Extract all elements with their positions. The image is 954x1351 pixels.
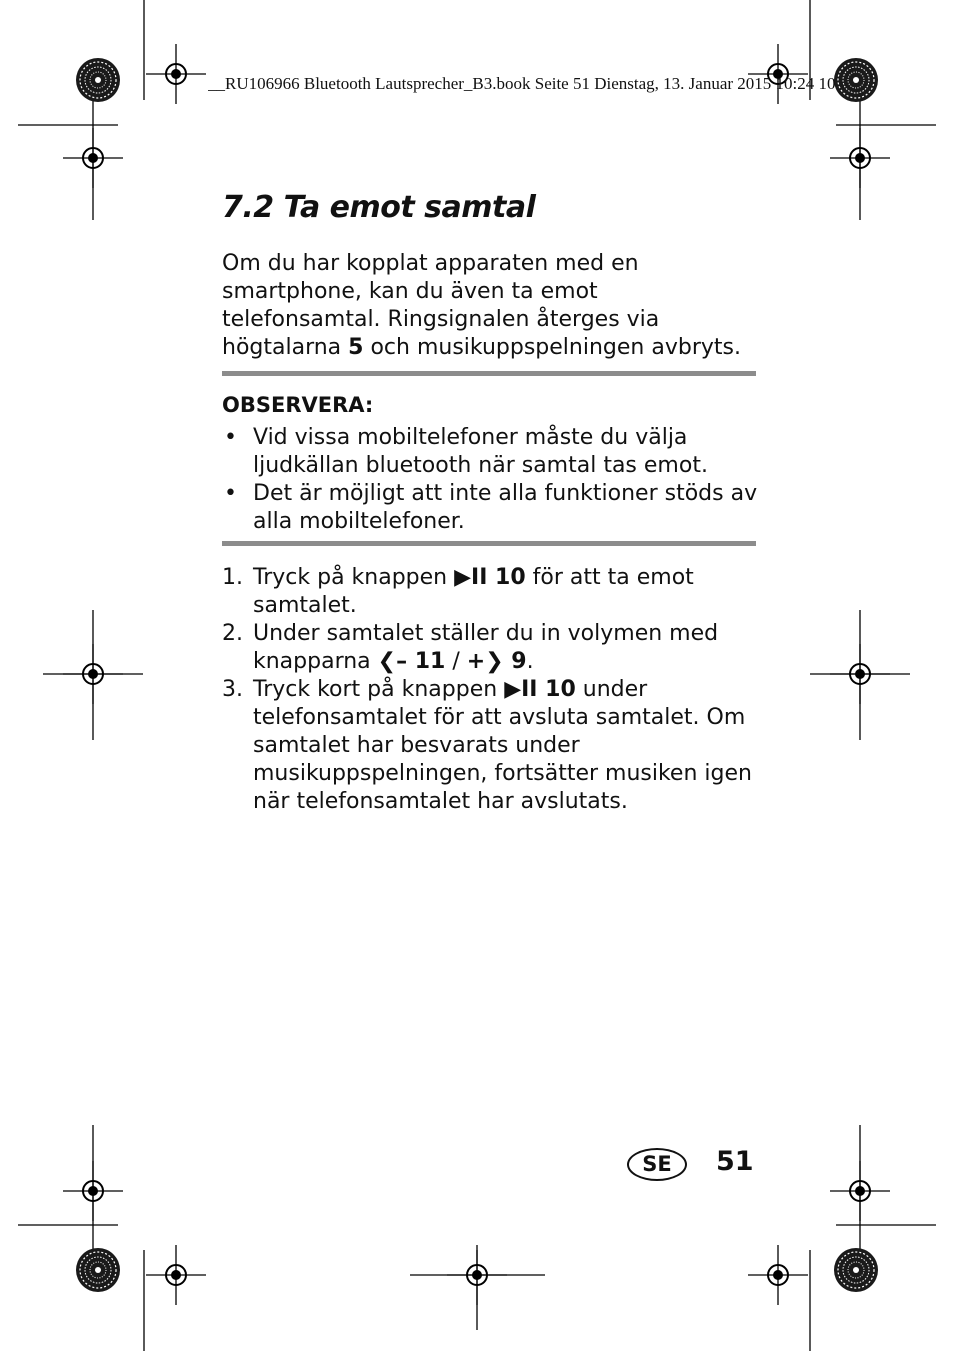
note-bottom-rule xyxy=(222,541,756,546)
step-text: / xyxy=(445,649,467,674)
note-top-rule xyxy=(222,371,756,376)
intro-paragraph xyxy=(222,250,762,362)
note-title: OBSERVERA: xyxy=(222,393,374,417)
speaker-reference: 5 xyxy=(348,335,364,360)
list-item xyxy=(222,480,762,536)
step-text: under telefonsamtalet för att avsluta samtalet. Om samtalet har besvarats under musikuppspelningen, fortsätter musiken igen när telefonsamtalet har avslutats. xyxy=(253,677,752,814)
list-item xyxy=(222,676,762,816)
play-pause-button-ref: ▶II 10 xyxy=(454,565,526,590)
list-item xyxy=(222,620,762,676)
page-number: 51 xyxy=(716,1146,754,1177)
language-badge: SE xyxy=(627,1148,687,1181)
intro-text: och musikuppspelningen avbryts. xyxy=(363,335,741,360)
list-item xyxy=(222,424,762,480)
print-header-line: __RU106966 Bluetooth Lautsprecher_B3.book Seite 51 Dienstag, 13. Januar 2015 10:24 10 xyxy=(208,74,836,93)
note-list xyxy=(222,424,762,536)
steps-list xyxy=(222,564,762,816)
step-text: Under samtalet ställer du in volymen med knapparna xyxy=(253,621,719,674)
volume-down-button-ref: ❮– 11 xyxy=(377,649,446,674)
intro-text: Om du har kopplat apparaten med en smartphone, kan du även ta emot telefonsamtal. Ringsignalen återges via högtalarna xyxy=(222,251,660,360)
section-heading: 7.2 Ta emot samtal xyxy=(222,190,536,225)
step-text: för att ta emot samtalet. xyxy=(253,565,694,618)
play-pause-button-ref: ▶II 10 xyxy=(504,677,576,702)
step-text: Tryck på knappen xyxy=(253,565,455,590)
volume-up-button-ref: +❯ 9 xyxy=(466,649,527,674)
bullet-icon: • xyxy=(224,481,237,506)
list-item xyxy=(222,564,762,620)
note-item-text: Vid vissa mobiltelefoner måste du välja ljudkällan bluetooth när samtal tas emot. xyxy=(253,425,708,478)
step-number: 3. xyxy=(222,677,243,702)
step-number: 2. xyxy=(222,621,243,646)
step-text: Tryck kort på knappen xyxy=(253,677,505,702)
step-text: . xyxy=(526,649,534,674)
step-number: 1. xyxy=(222,565,243,590)
bullet-icon: • xyxy=(224,425,237,450)
note-item-text: Det är möjligt att inte alla funktioner stöds av alla mobiltelefoner. xyxy=(253,481,758,534)
